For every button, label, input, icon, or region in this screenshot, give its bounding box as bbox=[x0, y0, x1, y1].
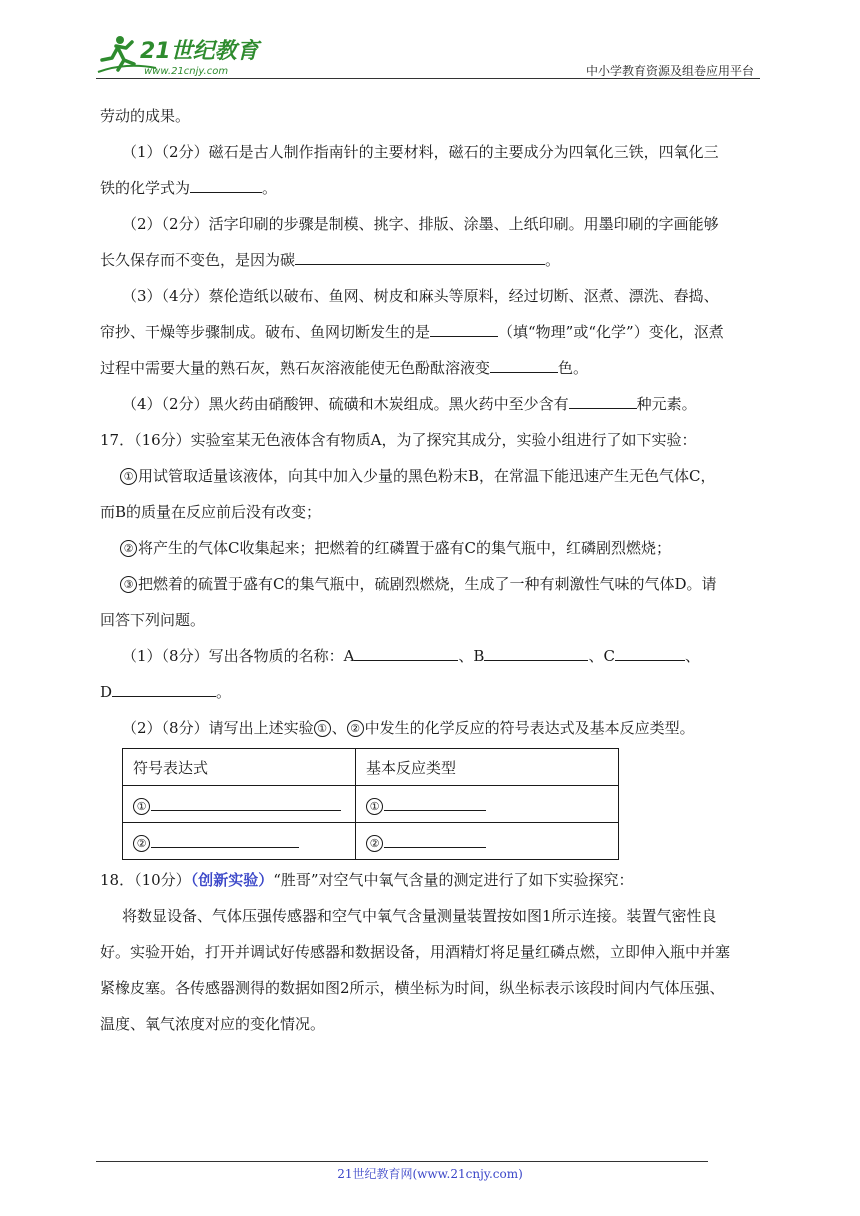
answer-blank[interactable] bbox=[430, 320, 498, 337]
q18-para-line2: 好。实验开始，打开并调试好传感器和数据设备，用酒精灯将足量红磷点燃，立即伸入瓶中并塞 bbox=[100, 943, 731, 961]
table-row bbox=[123, 823, 619, 860]
circle-one-icon: ① bbox=[314, 720, 331, 737]
table-row bbox=[123, 749, 619, 786]
table-cell bbox=[356, 823, 619, 860]
logo-url: www.21cnjy.com bbox=[144, 66, 229, 77]
circle-two-icon: ② bbox=[366, 835, 383, 852]
circle-one-icon: ① bbox=[366, 798, 383, 815]
q17-title: 17．（16分）实验室某无色液体含有物质A，为了探究其成分，实验小组进行了如下实验： bbox=[100, 431, 697, 449]
circle-two-icon: ② bbox=[120, 540, 137, 557]
q16-2-line1: （2）（2分）活字印刷的步骤是制模、挑字、排版、涂墨、上纸印刷。用墨印刷的字画能够 bbox=[122, 215, 719, 233]
q16-2-line2: 长久保存而不变色，是因为碳 。 bbox=[100, 242, 764, 278]
answer-blank[interactable] bbox=[490, 356, 558, 373]
circle-two-icon: ② bbox=[133, 835, 150, 852]
q18-para-line3: 紧橡皮塞。各传感器测得的数据如图2所示，横坐标为时间，纵坐标表示该段时间内气体压强、 bbox=[100, 979, 725, 997]
answer-table bbox=[122, 748, 619, 860]
q16-4-line: （4）（2分）黑火药由硝酸钾、硫磺和木炭组成。黑火药中至少含有 种元素。 bbox=[100, 386, 764, 422]
circle-one-icon: ① bbox=[133, 798, 150, 815]
blank-c[interactable] bbox=[615, 644, 685, 661]
blank-b[interactable] bbox=[484, 644, 588, 661]
q16-3-line2: 帘抄、干燥等步骤制成。破布、鱼网切断发生的是 （填“物理”或“化学”）变化，沤煮 bbox=[100, 314, 764, 350]
table-cell bbox=[123, 823, 356, 860]
q17-step3-line2: 回答下列问题。 bbox=[100, 611, 206, 629]
q16-3-line3: 过程中需要大量的熟石灰，熟石灰溶液能使无色酚酞溶液变 色。 bbox=[100, 350, 764, 386]
innovation-tag: （创新实验） bbox=[190, 871, 274, 889]
answer-blank[interactable] bbox=[569, 392, 637, 409]
circle-one-icon: ① bbox=[120, 468, 137, 485]
q18-title: 18．（10分）（创新实验）“胜哥”对空气中氧气含量的测定进行了如下实验探究： bbox=[100, 871, 634, 889]
table-header-expression: 符号表达式 bbox=[123, 749, 356, 786]
logo-text: 21世纪教育 bbox=[140, 39, 259, 64]
answer-blank[interactable] bbox=[190, 176, 262, 193]
footer-link[interactable]: 21世纪教育网(www.21cnjy.com) bbox=[337, 1167, 523, 1181]
document-body bbox=[100, 98, 764, 1042]
answer-blank[interactable] bbox=[295, 248, 545, 265]
q17-step1-line1: ① 用试管取适量该液体，向其中加入少量的黑色粉末B，在常温下能迅速产生无色气体C， bbox=[100, 458, 764, 494]
blank-d[interactable] bbox=[112, 680, 216, 697]
table-cell bbox=[123, 786, 356, 823]
q16-3-line1: （3）（4分）蔡伦造纸以破布、鱼网、树皮和麻头等原料，经过切断、沤煮、漂洗、舂捣、 bbox=[122, 287, 719, 305]
intro-tail: 劳动的成果。 bbox=[100, 107, 191, 125]
circle-two-icon: ② bbox=[347, 720, 364, 737]
platform-title: 中小学教育资源及组卷应用平台 bbox=[585, 64, 754, 78]
q18-para-line4: 温度、氧气浓度对应的变化情况。 bbox=[100, 1015, 326, 1033]
table-header-type: 基本反应类型 bbox=[356, 749, 619, 786]
q16-1-line1: （1）（2分）磁石是古人制作指南针的主要材料，磁石的主要成分为四氧化三铁，四氧化三 bbox=[122, 143, 719, 161]
header-divider bbox=[96, 78, 760, 79]
q17-1-line2: D 。 bbox=[100, 674, 764, 710]
answer-blank[interactable] bbox=[384, 794, 486, 811]
table-cell bbox=[356, 786, 619, 823]
q17-2-line: （2）（8分）请写出上述实验 ① 、 ② 中发生的化学反应的符号表达式及基本反应类型。 bbox=[122, 719, 695, 737]
q17-step1-line2: 而B的质量在反应前后没有改变； bbox=[100, 503, 322, 521]
blank-a[interactable] bbox=[354, 644, 458, 661]
site-logo-icon bbox=[96, 32, 266, 78]
circle-three-icon: ③ bbox=[120, 576, 137, 593]
q17-step2: ② 将产生的气体C收集起来；把燃着的红磷置于盛有C的集气瓶中，红磷剧烈燃烧； bbox=[100, 530, 764, 566]
answer-blank[interactable] bbox=[151, 831, 299, 848]
table-row bbox=[123, 786, 619, 823]
answer-blank[interactable] bbox=[384, 831, 486, 848]
page-header bbox=[96, 24, 760, 80]
q16-1-line2: 铁的化学式为 。 bbox=[100, 170, 764, 206]
q17-step3-line1: ③ 把燃着的硫置于盛有C的集气瓶中，硫剧烈燃烧，生成了一种有刺激性气味的气体D。请 bbox=[100, 566, 764, 602]
footer-divider bbox=[96, 1161, 708, 1162]
q17-1-line1: （1）（8分）写出各物质的名称：A 、B 、C 、 bbox=[100, 638, 764, 674]
q18-para-line1: 将数显设备、气体压强传感器和空气中氧气含量测量装置按如图1所示连接。装置气密性良 bbox=[122, 907, 717, 925]
answer-blank[interactable] bbox=[151, 794, 341, 811]
